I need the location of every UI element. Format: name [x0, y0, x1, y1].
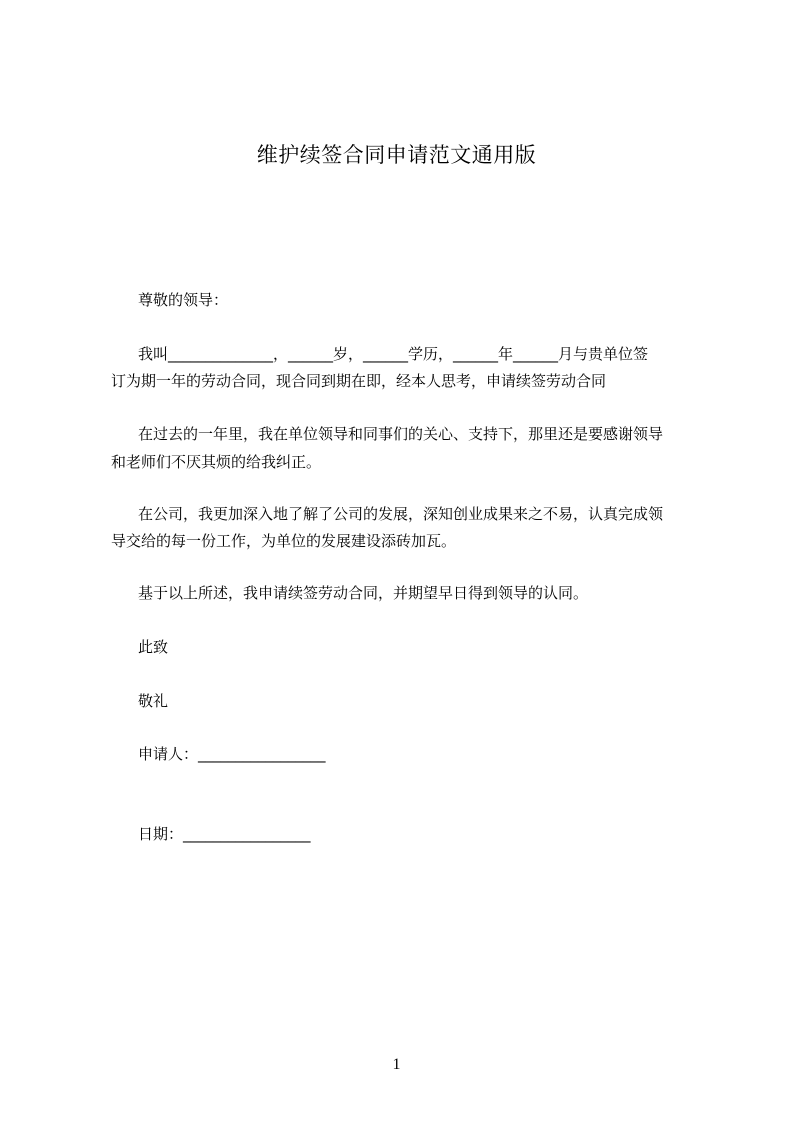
paragraph-2-line-2: 和老师们不厌其烦的给我纠正。	[111, 453, 322, 471]
closing-ci-zhi: 此致	[138, 638, 169, 656]
intro-line-1: 我叫______________，______岁，______学历，______年______月与贵单位签	[138, 345, 649, 363]
paragraph-3-line-2: 导交给的每一份工作，为单位的发展建设添砖加瓦。	[111, 532, 457, 550]
applicant-signature-line: 申请人：_________________	[138, 745, 326, 763]
page-number: 1	[392, 1056, 401, 1073]
document-title: 维护续签合同申请范文通用版	[256, 143, 537, 167]
paragraph-3-line-1: 在公司，我更加深入地了解了公司的发展，深知创业成果来之不易，认真完成领	[138, 505, 664, 523]
date-line: 日期：_________________	[138, 825, 311, 843]
salutation: 尊敬的领导：	[138, 291, 229, 309]
intro-line-2: 订为期一年的劳动合同，现合同到期在即，经本人思考，申请续签劳动合同	[111, 372, 607, 390]
paragraph-2-line-1: 在过去的一年里，我在单位领导和同事们的关心、支持下，那里还是要感谢领导	[138, 425, 664, 443]
closing-jing-li: 敬礼	[138, 692, 169, 710]
paragraph-4: 基于以上所述，我申请续签劳动合同，并期望早日得到领导的认同。	[138, 584, 589, 602]
